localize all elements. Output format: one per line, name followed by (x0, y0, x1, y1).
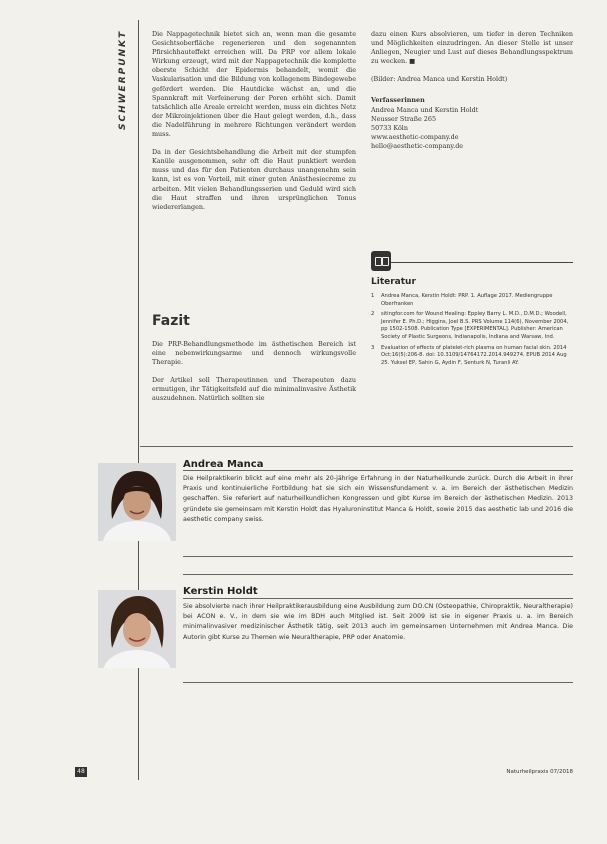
body-paragraph: Da in der Gesichtsbehandlung die Arbeit mit der stumpfen Kanüle ausgenommen, sehr oft die Haut punktiert werden muss und das für den Patienten durchaus unangenehm sein kann, ist es von Vorteil, mit einer guten Anästhesiecreme zu arbeiten. Mit vielen Behandlungsserien und Geduld wird sich die Haut straffen und ihren ursprünglichen Tonus wiedererlangen. (152, 148, 356, 211)
authors-line: www.aesthetic-company.de (371, 132, 459, 141)
authors-line: hello@aesthetic-company.de (371, 141, 464, 150)
body-column-left (152, 30, 356, 221)
fazit-paragraph: Die PRP-Behandlungsmethode im ästhetischen Bereich ist eine nebenwirkungsarme und dennoch wirkungsvolle Therapie. (152, 340, 356, 367)
bio-name: Kerstin Holdt (183, 586, 258, 597)
literatur-num: 1 (371, 293, 375, 299)
body-paragraph: Die Nappagetechnik bietet sich an, wenn man die gesamte Gesichtsoberfläche regenerieren und den sogenannten Pfirsichhauteffekt erreichen will. Da PRP vor allem lokale Wirkung erzeugt, wird mit der Nappagetechnik die komplette oberste Schicht der Epidermis behandelt, womit die Vaskularisation und die Bildung von kollagenem Bindegewebe gefördert werden. Die Hautdicke wächst an, und die Spannkraft mit Verfeinerung der Poren erhöht sich. Damit tatsächlich alle Areale erreicht werden, muss ein dichtes Netz der Mikroinjektionen über die Haut gelegt werden, d.h., dass die Nadelführung in mehrere Richtungen verändert werden muss. (152, 30, 356, 139)
literatur-num: 3 (371, 344, 375, 351)
fazit-paragraph: Der Artikel soll Therapeutinnen und Therapeuten dazu ermutigen, ihr Tätigkeitsfeld auf die minimalinvasive Ästhetik auszudehnen. Natürlich sollten sie (152, 376, 356, 403)
fazit-body (152, 340, 356, 413)
literatur-list (371, 293, 573, 370)
bio-bottom-rule (183, 556, 573, 557)
bio-name: Andrea Manca (183, 459, 264, 470)
image-credit: (Bilder: Andrea Manca und Kerstin Holdt) (371, 75, 508, 84)
literatur-text: sitingfor.com for Wound Healing: Eppley Barry L. M.D., D.M.D.; Woodell, Jennifer E. Ph.D.; Higgins, Joel B.S. PRS Volume 114(6), November 2004, pp 1502-1508. Publication Type [EXPERIMENTAL]. Publisher: American Society of Plastic Surgeons, Indianapolis, Indiana and Warsaw, Ind. (381, 311, 569, 340)
bio-name-rule (183, 598, 573, 599)
bio-name-rule (183, 470, 573, 471)
bio-text: Die Heilpraktikerin blickt auf eine mehr als 20-jährige Erfahrung in der Naturheilkunde zurück. Durch die Arbeit in ihrer Praxis und kontinuierliche Fortbildung hat sie sich ein Wissensfundament v. a. im Bereich der ästhetischen Medizin geschaffen. Sie referiert auf naturheilkundlichen Kongressen und gibt Kurse im Bereich der ästhetischen Medizin. 2013 gründete sie gemeinsam mit Kerstin Holdt das Hyaluroninstitut Manca & Holdt, sowie 2015 das aesthetic lab und 2016 die aesthetic company swiss. (183, 475, 573, 523)
literatur-heading: Literatur (371, 277, 416, 287)
page-number: 48 (75, 767, 87, 777)
bio-top-rule (183, 574, 573, 575)
body-paragraph: dazu einen Kurs absolvieren, um tiefer in deren Techniken und Möglichkeiten einzudringen. An dieser Stelle ist unser Anliegen, Neugier und Lust auf dieses Behandlungsspektrum zu wecken. ■ (371, 30, 573, 66)
literatur-text: Evaluation of effects of platelet-rich plasma on human facial skin. 2014 Oct;16(5):206-8. doi: 10.3109/14764172.2014.949274. EPUB 2014 Aug 25. Yuksel EP, Sahin G, Aydin F, Senturk N, Turanli AY. (381, 344, 567, 366)
literatur-text: Andrea Manca, Kerstin Holdt: PRP. 1. Auflage 2017. Mediengruppe Oberfranken (381, 293, 553, 307)
authors-heading: Verfasserinnen (371, 96, 425, 105)
author-photo-andrea (98, 463, 176, 541)
journal-footer: Naturheilpraxis 07/2018 (506, 769, 573, 775)
authors-line: 50733 Köln (371, 123, 408, 132)
literatur-item (371, 345, 573, 368)
bio-bottom-rule (183, 682, 573, 683)
literatur-item (371, 293, 573, 308)
fazit-heading: Fazit (152, 313, 190, 329)
bio-text: Sie absolvierte nach ihrer Heilpraktikerausbildung eine Ausbildung zum DO.CN (Osteopathie, Chiropraktik, Neuraltherapie) bei ACON e. V., in dem sie wie im BDH auch Mitglied ist. Seit 2009 ist sie in eigener Praxis u. a. im Bereich minimalinvasiver medizinischer Ästhetik tätig, seit 2013 auch im gemeinsamen Unternehmen mit Andrea Manca. Die Autorin gibt Kurse zu Themen wie Neuraltherapie, PRP oder Anatomie. (183, 603, 573, 641)
authors-line: Andrea Manca und Kerstin Holdt (371, 105, 479, 114)
author-photo-kerstin (98, 590, 176, 668)
body-column-right (371, 30, 573, 151)
glasses-icon (371, 251, 391, 271)
literatur-num: 2 (371, 311, 375, 318)
section-label: SCHWERPUNKT (118, 29, 128, 130)
section-divider (140, 446, 573, 447)
authors-line: Neusser Straße 265 (371, 114, 437, 123)
literatur-item (371, 311, 573, 341)
literatur-rule (391, 262, 573, 263)
